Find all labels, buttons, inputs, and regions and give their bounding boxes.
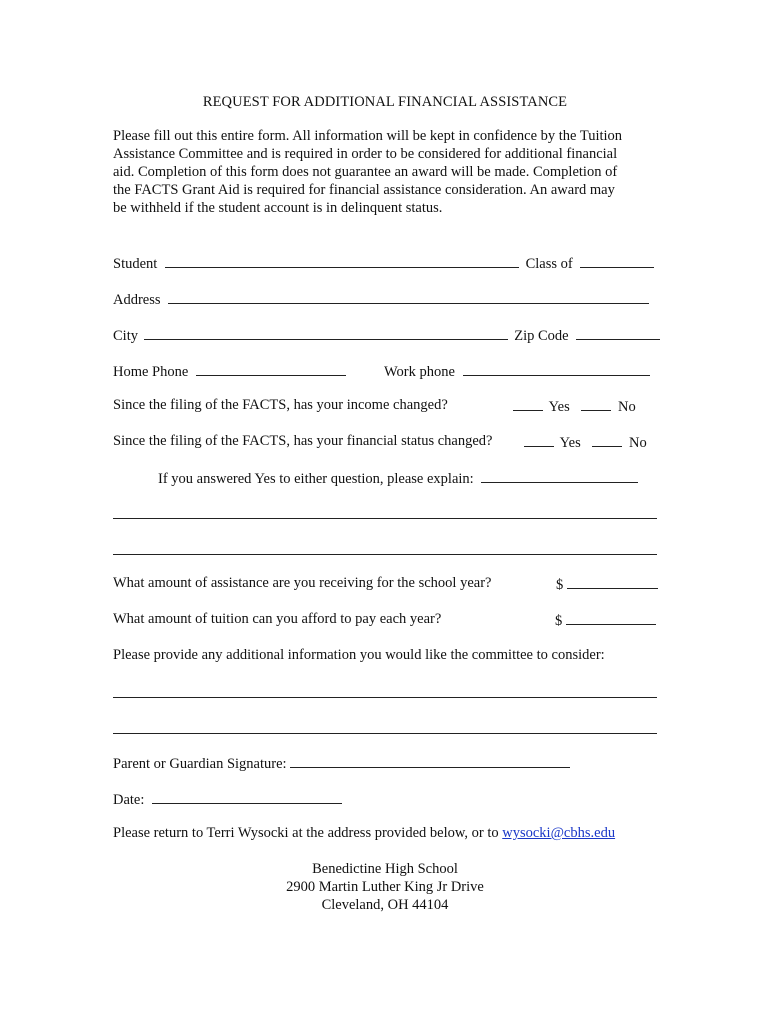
return-email-link[interactable]: wysocki@cbhs.edu [502, 825, 616, 841]
intro-line: Assistance Committee and is required in order to be considered for additional financial [113, 146, 618, 162]
assistance-amount-field[interactable] [567, 576, 658, 589]
address-field[interactable] [168, 291, 649, 304]
explain-label: If you answered Yes to either question, please explain: [158, 471, 474, 487]
explain-field[interactable] [481, 470, 638, 483]
assistance-question: What amount of assistance are you receiving for the school year? [113, 575, 492, 591]
intro-line: Please fill out this entire form. All information will be kept in confidence by the Tuition [113, 128, 623, 144]
city-label: City [113, 328, 138, 344]
financial-no-blank[interactable] [592, 434, 622, 447]
additional-info-label: Please provide any additional information you would like the committee to consider: [113, 647, 605, 663]
income-yes-blank[interactable] [513, 398, 543, 411]
assistance-dollar: $ [556, 577, 564, 593]
financial-yes-blank[interactable] [524, 434, 554, 447]
student-row [113, 255, 654, 272]
city-row [113, 327, 660, 344]
work-phone-label: Work phone [384, 364, 455, 380]
income-question: Since the filing of the FACTS, has your income changed? [113, 397, 448, 413]
return-row [113, 826, 615, 841]
zip-label: Zip Code [514, 328, 569, 344]
financial-answer [524, 434, 647, 451]
zip-field[interactable] [576, 327, 660, 340]
financial-no-label: No [628, 435, 647, 451]
intro-line: be withheld if the student account is in delinquent status. [113, 200, 443, 216]
explain-line-1[interactable] [113, 518, 657, 519]
signature-label: Parent or Guardian Signature: [113, 756, 287, 772]
class-of-label: Class of [525, 256, 573, 272]
class-of-field[interactable] [580, 255, 654, 268]
intro-line: aid. Completion of this form does not guarantee an award will be made. Completion of [113, 164, 618, 180]
return-text: Please return to Terri Wysocki at the address provided below, or to [113, 825, 499, 841]
school-street: 2900 Martin Luther King Jr Drive [286, 879, 484, 895]
income-answer [513, 398, 636, 415]
additional-line-1[interactable] [113, 697, 657, 698]
income-no-label: No [617, 399, 636, 415]
date-field[interactable] [152, 791, 342, 804]
date-row [113, 791, 342, 808]
home-phone-field[interactable] [196, 363, 346, 376]
tuition-dollar: $ [555, 613, 563, 629]
tuition-amount [555, 612, 656, 629]
signature-row [113, 755, 570, 772]
form-title: REQUEST FOR ADDITIONAL FINANCIAL ASSISTANCE [202, 94, 568, 110]
school-city: Cleveland, OH 44104 [321, 897, 449, 913]
city-field[interactable] [144, 327, 508, 340]
tuition-question: What amount of tuition can you afford to pay each year? [113, 611, 442, 627]
school-name: Benedictine High School [312, 861, 458, 877]
income-no-blank[interactable] [581, 398, 611, 411]
student-label: Student [113, 256, 158, 272]
financial-yes-label: Yes [559, 435, 581, 451]
home-phone-row [113, 363, 346, 380]
intro-line: the FACTS Grant Aid is required for financial assistance consideration. An award may [113, 182, 615, 198]
address-label: Address [113, 292, 161, 308]
financial-question: Since the filing of the FACTS, has your financial status changed? [113, 433, 493, 449]
assistance-amount [556, 576, 658, 593]
income-yes-label: Yes [548, 399, 570, 415]
intro-paragraph [113, 127, 658, 217]
additional-line-2[interactable] [113, 733, 657, 734]
explain-row [158, 470, 638, 487]
explain-line-2[interactable] [113, 554, 657, 555]
signature-field[interactable] [290, 755, 570, 768]
student-field[interactable] [165, 255, 519, 268]
tuition-amount-field[interactable] [566, 612, 656, 625]
address-row [113, 291, 649, 308]
work-phone-field[interactable] [463, 363, 650, 376]
work-phone-row [384, 363, 650, 380]
home-phone-label: Home Phone [113, 364, 189, 380]
date-label: Date: [113, 792, 145, 808]
